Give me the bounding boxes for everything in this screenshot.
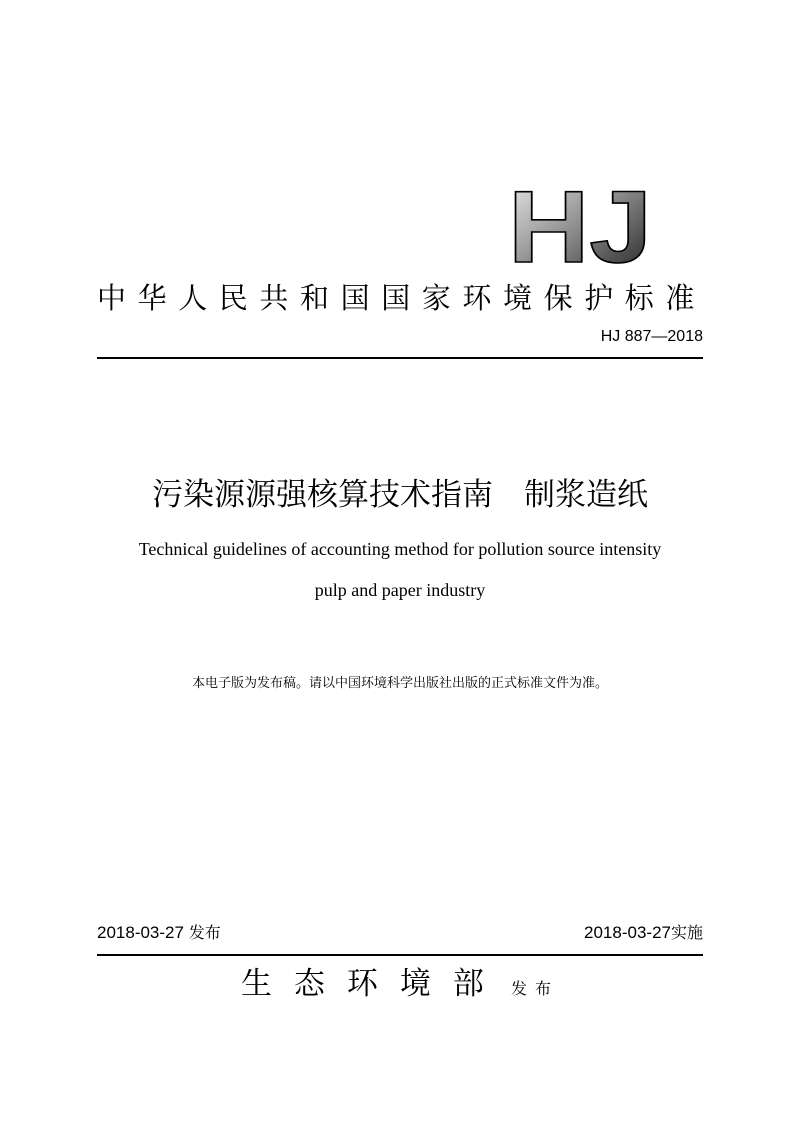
hj-logo-text: HJ: [508, 182, 652, 264]
implementation-date-label: 实施: [670, 923, 703, 942]
implementation-date: [584, 922, 703, 944]
release-date-label: 发布: [188, 923, 221, 942]
issuer: [0, 962, 800, 1011]
english-title-line2: pulp and paper industry: [314, 580, 486, 600]
bottom-divider: [97, 954, 703, 956]
release-date: [97, 922, 221, 944]
english-title-line1: Technical guidelines of accounting method for pollution source intensity: [138, 539, 662, 559]
top-divider: [97, 357, 703, 359]
issuer-suffix: 发布: [511, 979, 560, 998]
issuer-name: 生态环境部: [240, 966, 506, 1002]
hj-logo: [505, 182, 655, 264]
release-date-value: 2018-03-27: [97, 923, 184, 942]
implementation-date-value: 2018-03-27: [584, 923, 671, 942]
organization-title: 中华人民共和国国家环境保护标准: [97, 281, 707, 315]
standard-number: HJ 887—2018: [600, 328, 703, 345]
chinese-title: 污染源源强核算技术指南 制浆造纸: [152, 477, 648, 513]
edition-note: 本电子版为发布稿。请以中国环境科学出版社出版的正式标准文件为准。: [191, 676, 608, 691]
